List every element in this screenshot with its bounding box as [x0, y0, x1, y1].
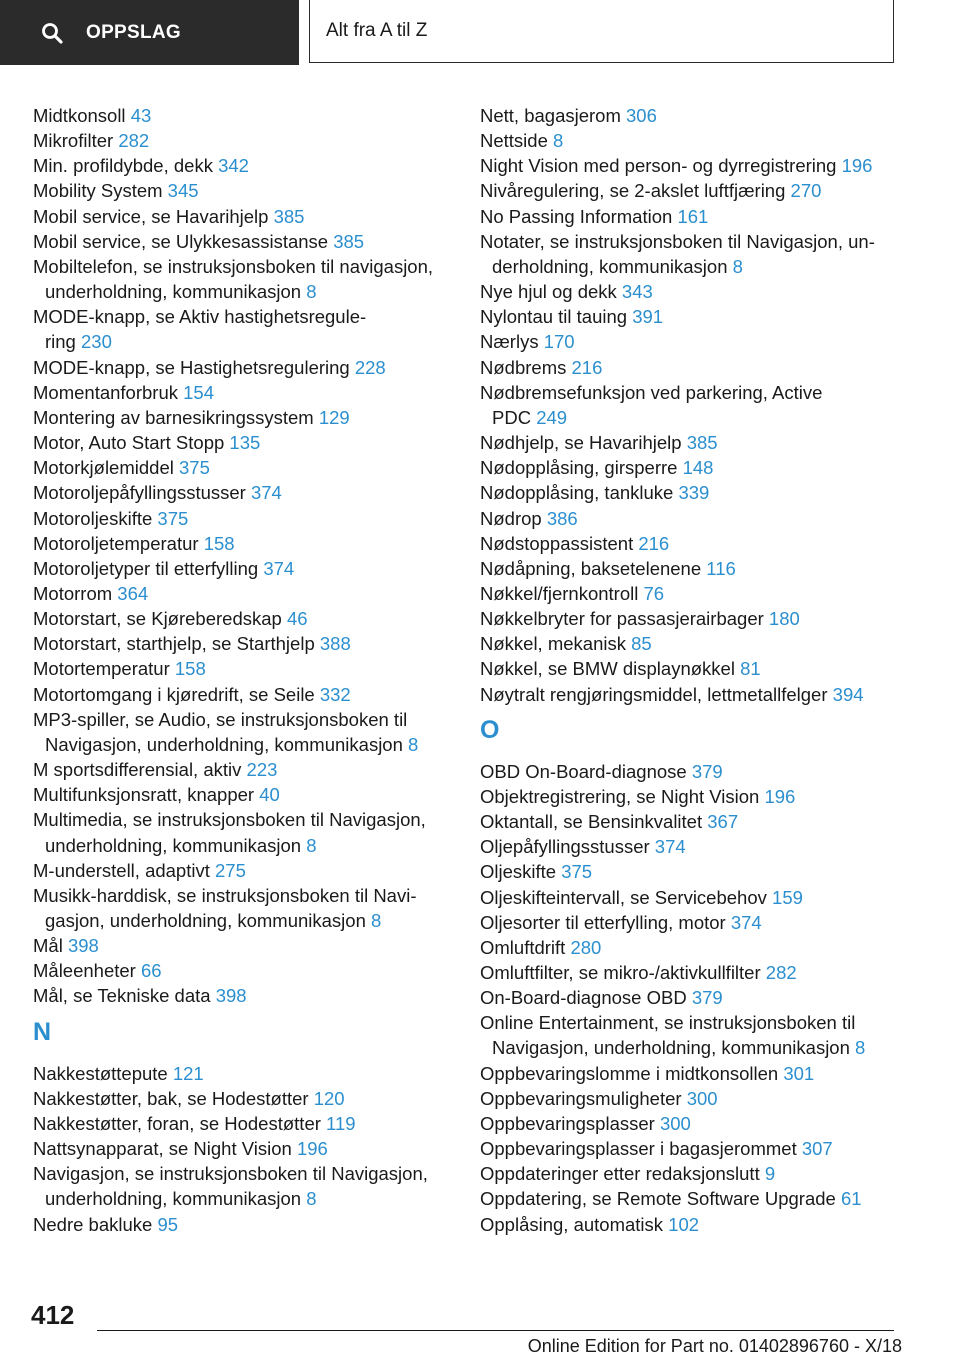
entry-text: M sportsdifferensial, aktiv — [33, 759, 247, 781]
entry-text: Mål, se Tekniske data — [33, 985, 216, 1007]
page-link[interactable]: 8 — [306, 281, 317, 303]
index-entry — [480, 809, 920, 834]
index-entry — [480, 960, 920, 985]
page-link[interactable]: 161 — [677, 205, 709, 227]
entry-text: Oppdateringer etter redaksjonslutt — [480, 1163, 765, 1185]
index-entry — [33, 1086, 453, 1111]
entry-text: Motorstart, starthjelp, se Starthjelp — [33, 633, 320, 655]
page-link[interactable]: 76 — [643, 582, 665, 604]
page-link[interactable]: 342 — [218, 155, 249, 177]
page-link[interactable]: 120 — [313, 1087, 345, 1109]
page-link[interactable]: 129 — [318, 406, 350, 428]
page-link[interactable]: 8 — [553, 130, 564, 152]
page-link[interactable]: 306 — [626, 105, 657, 126]
page-link[interactable]: 398 — [215, 985, 247, 1007]
entry-text: Nødstoppassistent — [480, 532, 639, 554]
entry-text: Mobil service, se Ulykkesassistanse — [33, 230, 334, 252]
index-entry — [480, 430, 920, 455]
page-link[interactable]: 275 — [215, 859, 246, 881]
index-entry — [480, 1061, 920, 1086]
page-link[interactable]: 282 — [765, 962, 797, 983]
index-entry — [480, 329, 920, 354]
az-tab-label: Alt fra A til Z — [326, 20, 428, 41]
entry-text: Omluftdrift — [480, 936, 571, 958]
page-link[interactable]: 374 — [250, 482, 282, 504]
index-entry — [480, 531, 920, 556]
index-column-right — [480, 103, 920, 1237]
page-link[interactable]: 249 — [536, 406, 568, 428]
entry-text: Nattsynapparat, se Night Vision — [33, 1138, 297, 1160]
entry-text: Nødrop — [480, 507, 547, 529]
page-link[interactable]: 66 — [140, 960, 162, 982]
page-link[interactable]: 196 — [841, 155, 873, 177]
page-link[interactable]: 332 — [319, 683, 351, 705]
page-link[interactable]: 301 — [783, 1062, 815, 1084]
index-entry — [480, 656, 920, 681]
page-number: 412 — [31, 1300, 75, 1330]
page-link[interactable]: 196 — [764, 785, 796, 807]
entry-text: Oppdatering, se Remote Software Upgrade — [480, 1188, 841, 1210]
page-link[interactable]: 95 — [157, 1213, 179, 1235]
entry-text: M-understell, adaptivt — [33, 859, 216, 881]
index-entry — [33, 933, 453, 958]
entry-text: Motor, Auto Start Stopp — [33, 432, 230, 454]
page-link[interactable]: 300 — [686, 1087, 718, 1109]
page-link[interactable]: 388 — [319, 633, 351, 655]
index-entry — [480, 935, 920, 960]
index-entry — [33, 656, 453, 681]
entry-text: derholdning, kommunikasjon — [492, 255, 733, 277]
search-tab-label: OPPSLAG — [86, 21, 182, 43]
entry-text: Oljeskifteintervall, se Servicebehov — [480, 886, 773, 908]
page-link[interactable]: 375 — [561, 861, 593, 883]
index-entry — [33, 153, 453, 178]
entry-text: MP3-spiller, se Audio, se instruksjonsboken til — [33, 708, 408, 730]
index-entry — [33, 128, 453, 153]
page-link[interactable]: 180 — [768, 608, 800, 630]
index-entry — [480, 834, 920, 859]
entry-text: Multifunksjonsratt, knapper — [33, 784, 260, 806]
index-entry — [480, 480, 920, 505]
page-link[interactable]: 375 — [157, 507, 189, 529]
search-tab[interactable] — [0, 0, 299, 65]
index-entry — [33, 178, 453, 203]
page-link[interactable]: 8 — [306, 834, 317, 856]
index-entry — [33, 1111, 453, 1136]
page-link[interactable]: 230 — [81, 331, 112, 353]
index-entry — [480, 279, 920, 304]
page-link[interactable]: 8 — [306, 1188, 317, 1210]
index-entry — [33, 480, 453, 505]
entry-text: underholdning, kommunikasjon — [45, 1188, 307, 1210]
entry-text: OBD On-Board-diagnose — [480, 760, 692, 782]
index-entry — [33, 204, 453, 229]
entry-text: gasjon, underholdning, kommunikasjon — [45, 910, 372, 931]
entry-text: Motoroljeskifte — [33, 507, 158, 529]
entry-text: Motoroljetyper til etterfylling — [33, 557, 264, 579]
page-link[interactable]: 270 — [790, 180, 822, 202]
entry-text: Motoroljetemperatur — [33, 532, 204, 554]
page-link[interactable]: 339 — [678, 482, 710, 504]
page-link[interactable]: 379 — [691, 987, 723, 1009]
page-link[interactable]: 8 — [408, 733, 419, 755]
index-entry — [33, 757, 453, 782]
index-entry — [480, 1161, 920, 1186]
index-entry — [33, 958, 453, 983]
page-link[interactable]: 300 — [659, 1112, 691, 1134]
index-entry — [33, 983, 453, 1008]
entry-text: No Passing Information — [480, 205, 678, 227]
entry-text: On-Board-diagnose OBD — [480, 987, 692, 1009]
index-entry — [33, 430, 453, 455]
entry-text: PDC — [492, 406, 537, 428]
page-link[interactable]: 385 — [333, 230, 365, 252]
entry-text: Nødbrems — [480, 356, 572, 378]
index-entry — [480, 229, 920, 279]
index-entry — [480, 153, 920, 178]
index-entry — [480, 128, 920, 153]
entry-text: Oktantall, se Bensinkvalitet — [480, 811, 708, 833]
page-link[interactable]: 158 — [203, 532, 235, 554]
index-entry — [33, 531, 453, 556]
entry-text: Motortemperatur — [33, 658, 175, 680]
section-letter: N — [33, 1017, 52, 1046]
page-link[interactable]: 385 — [686, 432, 718, 454]
entry-text: Oppbevaringslomme i midtkonsollen — [480, 1062, 784, 1084]
index-entry — [480, 759, 920, 784]
page-link[interactable]: 364 — [117, 582, 149, 604]
entry-text: Nettside — [480, 130, 554, 152]
index-entry — [480, 885, 920, 910]
entry-text: Motorrom — [33, 582, 118, 604]
page-link[interactable]: 81 — [740, 658, 761, 680]
page-link[interactable]: 116 — [706, 557, 736, 579]
page-link[interactable]: 374 — [263, 557, 295, 579]
index-entry — [480, 103, 920, 128]
page-link[interactable]: 367 — [707, 811, 739, 833]
index-entry — [33, 631, 453, 656]
entry-text: MODE-knapp, se Hastighetsregulering — [33, 356, 355, 378]
entry-text: Nylontau til tauing — [480, 306, 633, 328]
index-entry — [33, 380, 453, 405]
index-entry — [480, 1212, 920, 1237]
index-entry — [33, 1136, 453, 1161]
entry-text: Måleenheter — [33, 960, 141, 982]
index-entry — [480, 784, 920, 809]
index-entry — [33, 782, 453, 807]
search-icon — [40, 21, 64, 45]
entry-text: Nøkkelbryter for passasjerairbager — [480, 608, 769, 630]
page-link[interactable]: 398 — [67, 935, 99, 957]
entry-text: ring — [45, 331, 81, 353]
index-entry — [480, 606, 920, 631]
index-entry — [480, 556, 920, 581]
entry-text: Motorstart, se Kjøreberedskap — [33, 608, 287, 630]
footer-edition: Online Edition for Part no. 01402896760 - X/18 — [527, 1336, 902, 1356]
page-link[interactable]: 119 — [326, 1112, 356, 1134]
entry-text: Nøkkel, se BMW displaynøkkel — [480, 658, 741, 680]
entry-text: Mikrofilter — [33, 130, 119, 152]
index-entry — [33, 1161, 453, 1211]
index-entry — [480, 455, 920, 480]
index-entry — [480, 581, 920, 606]
page-link[interactable]: 379 — [691, 760, 723, 782]
page-link[interactable]: 8 — [855, 1037, 866, 1059]
index-entry — [480, 304, 920, 329]
entry-text: Nærlys — [480, 331, 544, 353]
entry-text: MODE-knapp, se Aktiv hastighetsregule‐ — [33, 306, 367, 328]
page-link[interactable]: 385 — [273, 205, 305, 227]
entry-text: Nødbremsefunksjon ved parkering, Active — [480, 381, 823, 403]
page-link[interactable]: 345 — [167, 180, 199, 202]
page-link[interactable]: 216 — [638, 532, 670, 554]
az-tab[interactable] — [309, 0, 894, 63]
index-entry — [33, 355, 453, 380]
index-entry — [480, 1086, 920, 1111]
entry-text: Nye hjul og dekk — [480, 281, 622, 303]
section-letter: O — [480, 715, 500, 744]
entry-text: Oljesorter til etterfylling, motor — [480, 911, 731, 933]
entry-text: Navigasjon, se instruksjonsboken til Navigasjon, — [33, 1163, 428, 1185]
page-link[interactable]: 216 — [571, 356, 603, 378]
entry-text: Motorkjølemiddel — [33, 457, 179, 479]
index-entry — [480, 506, 920, 531]
entry-text: Musikk-harddisk, se instruksjonsboken til Navi‐ — [33, 884, 417, 906]
page-link[interactable]: 374 — [654, 836, 686, 858]
index-entry — [33, 229, 453, 254]
page-link[interactable]: 102 — [668, 1213, 700, 1235]
entry-text: Night Vision med person- og dyrregistrering — [480, 155, 842, 177]
entry-text: Navigasjon, underholdning, kommunikasjon — [492, 1037, 856, 1059]
index-entry — [480, 380, 920, 430]
page-link[interactable]: 40 — [259, 784, 280, 806]
index-entry — [480, 178, 920, 203]
index-entry — [33, 103, 453, 128]
index-entry — [33, 254, 453, 304]
index-entry — [480, 859, 920, 884]
page-link[interactable]: 196 — [296, 1138, 328, 1160]
entry-text: Omluftfilter, se mikro-/aktivkullfilter — [480, 962, 766, 983]
entry-text: Nøkkel/fjernkontroll — [480, 582, 644, 604]
index-entry — [480, 910, 920, 935]
entry-text: Mål — [33, 935, 68, 957]
page-link[interactable]: 375 — [179, 457, 210, 479]
entry-text: Nødopplåsing, tankluke — [480, 482, 679, 504]
page-link[interactable]: 391 — [632, 306, 664, 328]
page-link[interactable]: 159 — [772, 886, 803, 908]
index-column-left — [33, 103, 453, 1237]
entry-text: Oljeskifte — [480, 861, 562, 883]
entry-text: Motortomgang i kjøredrift, se Seile — [33, 683, 320, 705]
entry-text: Momentanforbruk — [33, 381, 184, 403]
page-link[interactable]: 170 — [543, 331, 575, 353]
index-entry — [480, 1010, 920, 1060]
index-entry — [480, 1186, 920, 1211]
entry-text: Navigasjon, underholdning, kommunikasjon — [45, 733, 409, 755]
entry-text: Nakkestøttepute — [33, 1062, 173, 1084]
page-link[interactable]: 8 — [371, 910, 382, 931]
entry-text: Online Entertainment, se instruksjonsboken til — [480, 1012, 856, 1034]
index-entry — [480, 1111, 920, 1136]
index-entry — [33, 883, 453, 933]
entry-text: Mobiltelefon, se instruksjonsboken til navigasjon, — [33, 255, 434, 277]
index-entry — [33, 304, 453, 354]
page-link[interactable]: 8 — [732, 255, 743, 277]
page-link[interactable]: 280 — [570, 936, 602, 958]
entry-text: Notater, se instruksjonsboken til Navigasjon, un‐ — [480, 230, 875, 252]
page-link[interactable]: 46 — [286, 608, 308, 630]
index-entry — [33, 405, 453, 430]
index-entry — [33, 556, 453, 581]
entry-text: Motoroljepåfyllingsstusser — [33, 482, 251, 504]
page-link[interactable]: 121 — [172, 1062, 204, 1084]
index-entry — [480, 355, 920, 380]
entry-text: Nett, bagasjerom — [480, 105, 627, 126]
page-link[interactable]: 386 — [546, 507, 578, 529]
index-entry — [480, 985, 920, 1010]
index-entry — [33, 807, 453, 857]
index-entry — [33, 455, 453, 480]
page-link[interactable]: 148 — [682, 457, 714, 479]
entry-text: Oppbevaringsmuligheter — [480, 1087, 687, 1109]
index-entry — [33, 581, 453, 606]
index-entry — [480, 204, 920, 229]
entry-text: Nedre bakluke — [33, 1213, 158, 1235]
index-entry — [480, 682, 920, 707]
page-link[interactable]: 135 — [229, 432, 261, 454]
page-link[interactable]: 43 — [130, 105, 152, 126]
page-link[interactable]: 374 — [730, 911, 762, 933]
index-entry — [33, 1212, 453, 1237]
page-link[interactable]: 85 — [631, 633, 652, 655]
page-link[interactable]: 154 — [183, 381, 214, 403]
entry-text: Oppbevaringsplasser — [480, 1112, 660, 1134]
index-entry — [33, 682, 453, 707]
entry-text: Nøytralt rengjøringsmiddel, lettmetallfelger — [480, 683, 833, 705]
entry-text: Multimedia, se instruksjonsboken til Navigasjon, — [33, 809, 426, 831]
entry-text: Nivåregulering, se 2-akslet luftfjæring — [480, 180, 791, 202]
page-link[interactable]: 282 — [118, 130, 150, 152]
page-link[interactable]: 343 — [621, 281, 653, 303]
page-link[interactable]: 9 — [764, 1163, 776, 1185]
entry-text: Montering av barnesikringssystem — [33, 406, 319, 428]
entry-text: Nøkkel, mekanisk — [480, 633, 632, 655]
index-entry — [33, 606, 453, 631]
entry-text: Oljepåfyllingsstusser — [480, 836, 655, 858]
page-link[interactable]: 158 — [174, 658, 206, 680]
entry-text: Oppbevaringsplasser i bagasjerommet — [480, 1138, 802, 1160]
page-link[interactable]: 394 — [832, 683, 864, 705]
page-link[interactable]: 307 — [801, 1138, 833, 1160]
index-entry — [33, 707, 453, 757]
index-entry — [480, 1136, 920, 1161]
entry-text: underholdning, kommunikasjon — [45, 834, 307, 856]
entry-text: Min. profildybde, dekk — [33, 155, 219, 177]
entry-text: Opplåsing, automatisk — [480, 1213, 669, 1235]
footer-divider — [97, 1330, 894, 1331]
entry-text: Nakkestøtter, foran, se Hodestøtter — [33, 1112, 327, 1134]
entry-text: Mobility System — [33, 180, 168, 202]
entry-text: Objektregistrering, se Night Vision — [480, 785, 765, 807]
page-link[interactable]: 223 — [246, 759, 278, 781]
index-entry — [480, 631, 920, 656]
entry-text: Nødopplåsing, girsperre — [480, 457, 683, 479]
entry-text: Nødåpning, baksetelenene — [480, 557, 707, 579]
entry-text: underholdning, kommunikasjon — [45, 281, 307, 303]
entry-text: Midtkonsoll — [33, 105, 131, 126]
index-entry — [33, 1061, 453, 1086]
index-entry — [33, 858, 453, 883]
entry-text: Nødhjelp, se Havarihjelp — [480, 432, 687, 454]
entry-text: Mobil service, se Havarihjelp — [33, 205, 274, 227]
index-entry — [33, 506, 453, 531]
page-link[interactable]: 228 — [354, 356, 386, 378]
page-link[interactable]: 61 — [840, 1188, 862, 1210]
entry-text: Nakkestøtter, bak, se Hodestøtter — [33, 1087, 314, 1109]
